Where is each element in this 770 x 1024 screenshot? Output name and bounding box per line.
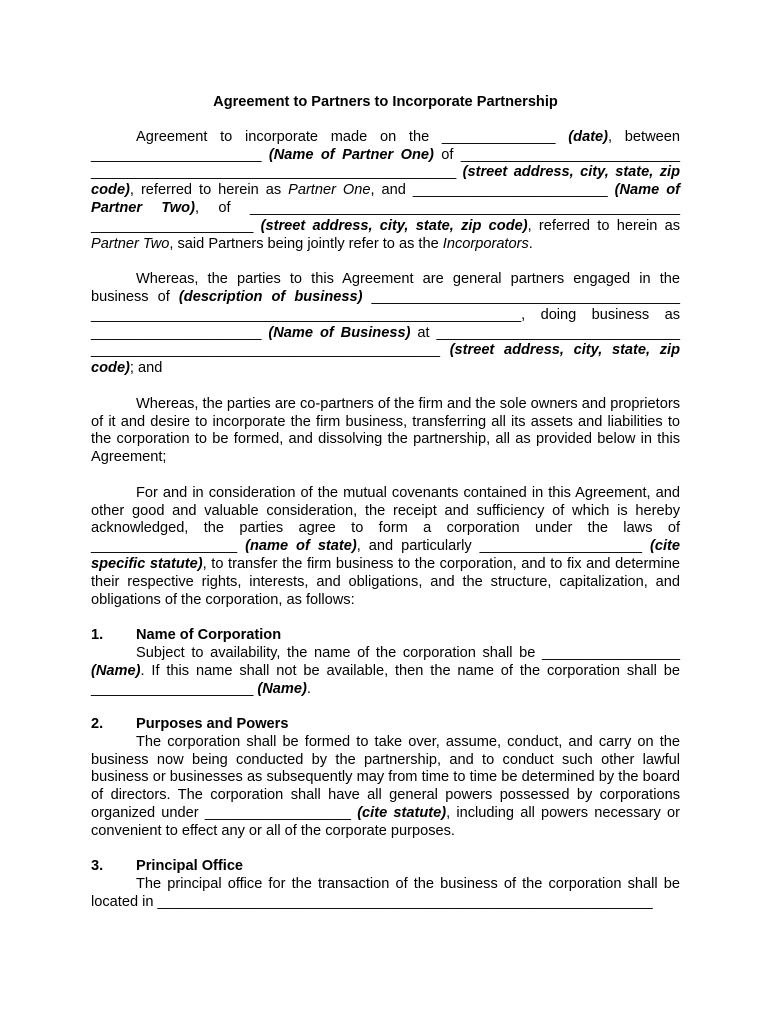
- section-text: , including all powers necessary or convenient to effect any or all of the corporate purposes.: [91, 805, 680, 839]
- partner-one-address-blank[interactable]: ___________________________ _____________________________________________: [91, 146, 680, 181]
- intro-text: , and: [370, 182, 413, 199]
- business-description-blank[interactable]: ______________________________________ _____________________________________________________: [91, 288, 680, 323]
- date-blank[interactable]: ______________: [441, 128, 556, 145]
- section-text: .: [306, 680, 311, 697]
- whereas-text: at: [410, 324, 437, 341]
- section-title: Name of Corporation: [136, 627, 282, 644]
- name-label: (Name): [257, 680, 307, 697]
- statute-label: (cite specific statute): [91, 538, 680, 572]
- section-number: 2.: [91, 716, 104, 733]
- business-address-label: (street address, city, state, zip code): [91, 342, 681, 377]
- whereas-text: Whereas, the parties to this Agreement are general partners engaged in the business of: [91, 271, 680, 305]
- section-1-heading: [91, 627, 680, 645]
- intro-text: , referred to herein as: [527, 217, 680, 234]
- section-1-body: [91, 645, 680, 698]
- consideration-text: , to transfer the firm business to the corporation, and to fix and determine their respective rights, interests, and obligations, and the structure, capitalization, and obligations of the corporation, as follows:: [91, 555, 680, 608]
- business-address-blank[interactable]: ______________________________ ___________________________________________: [91, 324, 680, 359]
- partner-one-name-blank[interactable]: _____________________: [91, 146, 262, 163]
- intro-text: Agreement to incorporate made on the: [136, 128, 442, 145]
- section-title: Purposes and Powers: [136, 716, 289, 733]
- section-text: Subject to availability, the name of the corporation shall be: [136, 644, 543, 661]
- principal-office-blank[interactable]: _____________________________________________________________: [157, 894, 653, 911]
- consideration-text: , and particularly: [356, 538, 480, 555]
- state-label: (name of state): [245, 538, 357, 555]
- document-title: Agreement to Partners to Incorporate Partnership: [213, 94, 558, 110]
- cite-statute-label: (cite statute): [357, 805, 447, 822]
- intro-text: of: [433, 146, 461, 163]
- business-name-label: (Name of Business): [268, 324, 411, 341]
- business-name-blank[interactable]: _____________________: [91, 324, 262, 341]
- intro-text: .: [528, 235, 533, 252]
- whereas-copartners-paragraph: [91, 396, 680, 467]
- whereas-business-paragraph: [91, 271, 680, 378]
- partner-two-term: Partner Two: [91, 235, 170, 252]
- partner-two-name-blank[interactable]: ________________________: [412, 182, 608, 199]
- business-description-label: (description of business): [178, 288, 363, 305]
- section-3-body: [91, 876, 680, 912]
- intro-paragraph: [91, 129, 680, 254]
- section-3-heading: [91, 858, 680, 876]
- statute-blank[interactable]: ____________________: [479, 538, 642, 555]
- cite-statute-blank[interactable]: __________________: [204, 805, 351, 822]
- consideration-paragraph: [91, 485, 680, 610]
- section-2-body: [91, 734, 680, 841]
- state-blank[interactable]: __________________: [91, 538, 238, 555]
- partner-one-name-label: (Name of Partner One): [268, 146, 434, 163]
- partner-two-address-blank[interactable]: _____________________________________________________ ____________________: [91, 199, 680, 234]
- incorporators-term: Incorporators: [442, 235, 529, 252]
- whereas-text: , doing business as: [521, 306, 680, 323]
- intro-text: , said Partners being jointly refer to as the: [169, 235, 443, 252]
- section-title: Principal Office: [136, 858, 244, 875]
- section-text: The principal office for the transaction of the business of the corporation shall be located in: [91, 876, 680, 911]
- partner-two-address-label: (street address, city, state, zip code): [260, 217, 528, 234]
- corporation-name-blank[interactable]: _________________: [542, 644, 680, 661]
- partner-one-address-label: (street address, city, state, zip code): [91, 164, 681, 199]
- consideration-text: For and in consideration of the mutual covenants contained in this Agreement, and other good and valuable consideration, the receipt and sufficiency of which is hereby acknowledged, the parties agree to form a corporation under the laws of: [91, 484, 680, 537]
- section-2-heading: [91, 716, 680, 734]
- intro-text: , of: [194, 199, 250, 216]
- partner-two-name-label: (Name of Partner Two): [91, 182, 681, 216]
- section-text: . If this name shall not be available, then the name of the corporation shall be: [140, 662, 680, 679]
- partner-one-term: Partner One: [288, 182, 371, 199]
- whereas-text: Whereas, the parties are co-partners of the firm and the sole owners and proprietors of it and desire to incorporate the firm business, transferring all its assets and liabilities to the corporation to be formed, and dissolving the partnership, all as provided below in this Agreement;: [91, 395, 680, 466]
- date-field-label: (date): [568, 128, 609, 145]
- intro-text: , between: [608, 128, 680, 145]
- intro-text: , referred to herein as: [129, 182, 289, 199]
- section-number: 3.: [91, 858, 104, 875]
- whereas-text: ; and: [129, 360, 163, 377]
- section-text: The corporation shall be formed to take over, assume, conduct, and carry on the business now being conducted by the partnership, and to conduct such other lawful business or businesses as subsequently may from time to time be determined by the board of directors. The corporation shall have all general powers possessed by corporations organized under: [91, 733, 680, 822]
- document-page: [91, 88, 680, 930]
- name-label: (Name): [91, 662, 141, 679]
- alternate-name-blank[interactable]: ____________________: [91, 680, 254, 697]
- section-number: 1.: [91, 627, 104, 644]
